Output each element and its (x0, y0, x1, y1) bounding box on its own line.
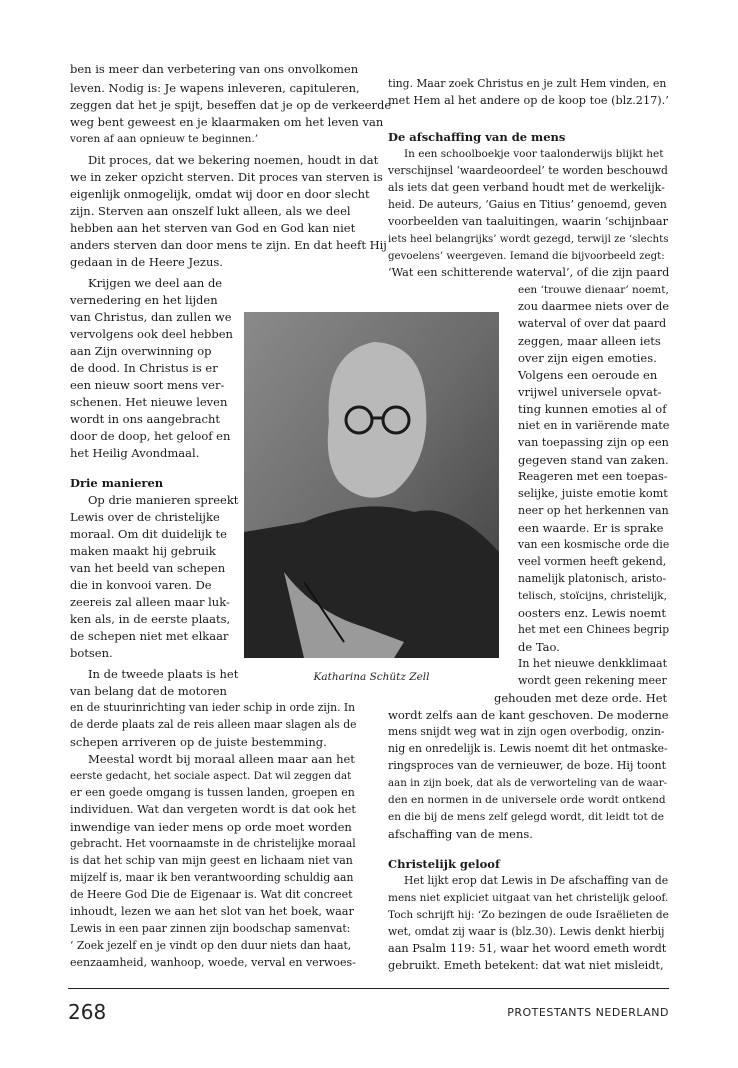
text-line: selijke, juiste emotie komt (518, 487, 668, 500)
text-line: ken als, in de eerste plaats, (70, 612, 231, 626)
text-line: zeggen, maar alleen iets (518, 334, 661, 348)
text-line: telisch, stoïcijns, christelijk, (518, 590, 667, 602)
text-line: In een schoolboekje voor taalonderwijs blijkt het (404, 148, 664, 160)
text-line: de dood. In Christus is er (70, 361, 218, 375)
text-line: mens snijdt weg wat in zijn ogen overbodig, onzin- (388, 725, 665, 738)
text-line: ‘Wat een schitterende waterval’, of die zijn paard (388, 266, 669, 279)
text-line: een waarde. Er is sprake (518, 521, 664, 535)
text-line: Toch schrijft hij: ‘Zo bezingen de oude Israëlieten de (388, 909, 669, 921)
text-line: gebracht. Het voornaamste in de christelijke moraal (70, 837, 356, 850)
text-line: Volgens een oeroude en (518, 368, 658, 382)
text-line: In het nieuwe denkklimaat (518, 657, 668, 670)
text-line: mens niet expliciet uitgaat van het christelijk geloof. (388, 892, 669, 904)
text-line: eerste gedacht, het sociale aspect. Dat wil zeggen dat (70, 770, 352, 782)
text-line: als iets dat geen verband houdt met de werkelijk- (388, 181, 665, 194)
text-line: van belang dat de motoren (70, 684, 227, 698)
text-line: aan Zijn overwinning op (70, 344, 212, 358)
text-line: zijn. Sterven aan onszelf lukt alleen, als we deel (70, 204, 351, 218)
text-line: niet en in variërende mate (518, 419, 669, 432)
text-line: en de stuurinrichting van ieder schip in orde zijn. In (70, 701, 356, 714)
text-line: Lewis in een paar zinnen zijn boodschap samenvat: (70, 922, 351, 935)
text-line: Dit proces, dat we bekering noemen, houdt in dat (88, 153, 379, 167)
text-line: anders sterven dan door mens te zijn. En dat heeft Hij (70, 238, 387, 252)
text-line: wordt zelfs aan de kant geschoven. De moderne (388, 708, 669, 722)
text-line: vrijwel universele opvat- (518, 385, 662, 399)
text-line: zeereis zal alleen maar luk- (70, 595, 230, 609)
text-line: Lewis over de christelijke (70, 510, 220, 524)
text-line: het met een Chinees begrip (518, 623, 669, 636)
text-line: door de doop, het geloof en (70, 429, 231, 443)
section-heading: Christelijk geloof (388, 857, 500, 871)
text-line: voorbeelden van taaluitingen, waarin ‘schijnbaar (388, 215, 669, 228)
text-line: de derde plaats zal de reis alleen maar slagen als de (70, 718, 356, 731)
text-line: gebruikt. Emeth betekent: dat wat niet misleidt, (388, 959, 664, 972)
section-heading: De afschaffing van de mens (388, 130, 566, 144)
text-line: Meestal wordt bij moraal alleen maar aan het (88, 752, 355, 766)
text-line: wordt geen rekening meer (518, 674, 667, 687)
text-line: nig en onredelijk is. Lewis noemt dit het ontmaske- (388, 742, 668, 755)
text-line: ting. Maar zoek Christus en je zult Hem vinden, en (388, 77, 667, 90)
text-line: er een goede omgang is tussen landen, groepen en (70, 786, 355, 799)
text-line: maken maakt hij gebruik (70, 544, 216, 558)
text-line: eenzaamheid, wanhoop, woede, verval en verwoes- (70, 956, 356, 969)
text-line: van het beeld van schepen (70, 561, 226, 575)
text-line: afschaffing van de mens. (388, 827, 533, 841)
footer-rule (68, 988, 669, 989)
text-line: Krijgen we deel aan de (88, 276, 223, 290)
text-line: namelijk platonisch, aristo- (518, 572, 667, 585)
text-line: botsen. (70, 646, 113, 660)
text-line: inhoudt, lezen we aan het slot van het boek, waar (70, 905, 354, 918)
text-line: voren af aan opnieuw te beginnen.’ (70, 133, 259, 145)
portrait-photo (244, 312, 499, 658)
text-line: veel vormen heeft gekend, (518, 555, 667, 568)
text-line: gegeven stand van zaken. (518, 453, 669, 467)
text-line: van toepassing zijn op een (518, 436, 669, 449)
text-line: die in konvooi varen. De (70, 578, 212, 592)
text-line: oosters enz. Lewis noemt (518, 606, 666, 620)
text-line: inwendige van ieder mens op orde moet worden (70, 820, 352, 834)
text-line: neer op het herkennen van (518, 504, 669, 517)
text-line: met Hem al het andere op de koop toe (blz.217).’ (388, 94, 669, 107)
text-line: van Christus, dan zullen we (70, 310, 232, 324)
page-number: 268 (68, 1000, 107, 1024)
text-line: vervolgens ook deel hebben (70, 327, 233, 341)
text-line: over zijn eigen emoties. (518, 351, 657, 365)
photo-caption: Katharina Schütz Zell (313, 671, 430, 683)
text-line: schepen arriveren op de juiste bestemming. (70, 735, 327, 749)
text-line: ‘ Zoek jezelf en je vindt op den duur niets dan haat, (70, 939, 352, 952)
text-line: waterval of over dat paard (518, 317, 667, 330)
text-line: we in zeker opzicht sterven. Dit proces van sterven is (70, 170, 383, 184)
text-line: In de tweede plaats is het (88, 667, 239, 681)
text-line: en die bij de mens zelf gelegd wordt, dit leidt tot de (388, 811, 664, 823)
text-line: weg bent geweest en je klaarmaken om het leven van (70, 115, 384, 129)
text-line: ben is meer dan verbetering van ons onvolkomen (70, 62, 359, 76)
text-line: iets heel belangrijks’ wordt gezegd, terwijl ze ‘slechts (388, 233, 669, 245)
text-line: is dat het schip van mijn geest en lichaam niet van (70, 854, 353, 867)
text-line: eigenlijk onmogelijk, omdat wij door en door slecht (70, 187, 370, 201)
text-line: de Tao. (518, 640, 560, 654)
text-line: wordt in ons aangebracht (70, 412, 220, 426)
text-line: zou daarmee niets over de (518, 300, 669, 313)
text-line: Op drie manieren spreekt (88, 493, 239, 507)
section-heading: Drie manieren (70, 476, 164, 490)
text-line: vernedering en het lijden (70, 293, 218, 307)
text-line: het Heilig Avondmaal. (70, 446, 200, 460)
text-line: Reageren met een toepas- (518, 470, 668, 483)
text-line: verschijnsel ‘waardeoordeel’ te worden beschouwd (388, 164, 668, 177)
text-line: schenen. Het nieuwe leven (70, 395, 228, 409)
text-line: aan in zijn boek, dat als de verworteling van de waar- (388, 777, 668, 789)
text-line: ting kunnen emoties al of (518, 402, 667, 416)
text-line: den en normen in de universele orde wordt ontkend (388, 794, 666, 806)
text-line: gedaan in de Heere Jezus. (70, 255, 223, 269)
text-line: hebben aan het sterven van God en God kan niet (70, 221, 356, 235)
text-line: moraal. Om dit duidelijk te (70, 527, 227, 541)
text-line: gevoelens’ weergeven. Iemand die bijvoorbeeld zegt: (388, 250, 665, 262)
text-line: aan Psalm 119: 51, waar het woord emeth wordt (388, 942, 667, 955)
magazine-name: PROTESTANTS NEDERLAND (507, 1006, 669, 1019)
text-line: de schepen niet met elkaar (70, 629, 229, 643)
text-line: individuen. Wat dan vergeten wordt is dat ook het (70, 803, 356, 816)
text-line: leven. Nodig is: Je wapens inleveren, capituleren, (70, 81, 360, 95)
text-line: de Heere God Die de Eigenaar is. Wat dit concreet (70, 888, 353, 901)
text-line: zeggen dat het je spijt, beseffen dat je op de verkeerde (70, 98, 392, 112)
text-line: een nieuw soort mens ver- (70, 378, 225, 392)
text-line: van een kosmische orde die (518, 538, 669, 551)
text-line: ringsproces van de vernieuwer, de boze. Hij toont (388, 759, 667, 772)
text-line: gehouden met deze orde. Het (494, 691, 668, 705)
text-line: wet, omdat zij waar is (blz.30). Lewis denkt hierbij (388, 925, 665, 938)
text-line: Het lijkt erop dat Lewis in De afschaffing van de (404, 874, 669, 887)
text-line: een ‘trouwe dienaar’ noemt, (518, 284, 669, 296)
text-line: mijzelf is, maar ik ben verantwoording schuldig aan (70, 871, 354, 884)
text-line: heid. De auteurs, ‘Gaius en Titius’ genoemd, geven (388, 198, 667, 211)
